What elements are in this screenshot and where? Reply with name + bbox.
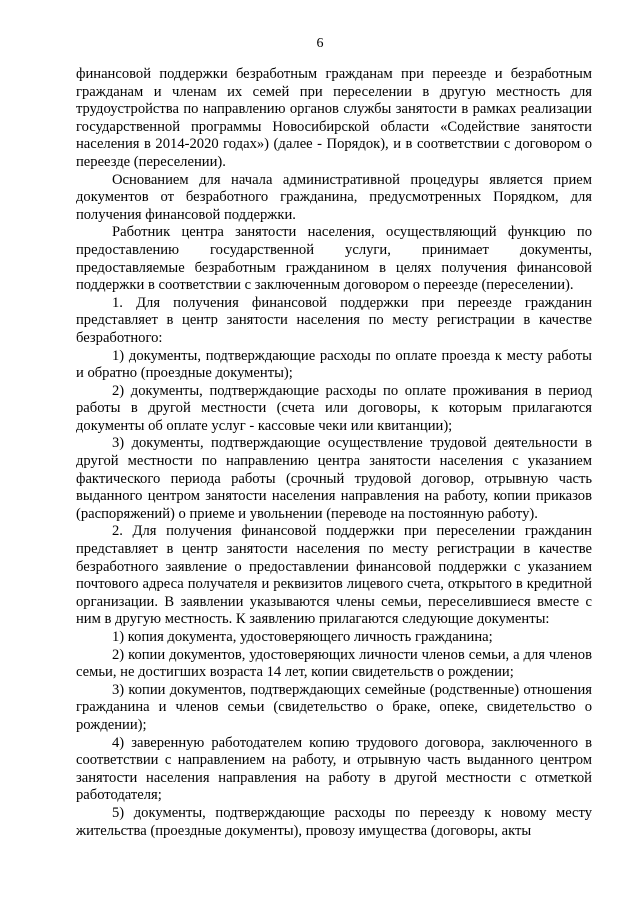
paragraph-relocation-1: 1. Для получения финансовой поддержки при переезде гражданин представляет в центр занятости населения по месту регистрации в качестве безработного:	[76, 294, 592, 346]
list-item: 5) документы, подтверждающие расходы по переезду к новому месту жительства (проездные документы), провозу имущества (договоры, акты	[76, 804, 592, 839]
list-item: 1) документы, подтверждающие расходы по оплате проезда к месту работы и обратно (проездные документы);	[76, 347, 592, 382]
paragraph-resettlement-2: 2. Для получения финансовой поддержки при переселении гражданин представляет в центр занятости населения по месту регистрации в качестве безработного заявление о предоставлении финансовой поддержки с указанием почтового адреса получателя и реквизитов лицевого счета, открытого в кредитной организации. В заявлении указываются члены семьи, переселившиеся вместе с ним в другую местность. К заявлению прилагаются следующие документы:	[76, 523, 592, 628]
list-item: 2) документы, подтверждающие расходы по оплате проживания в период работы в другой местности (счета или договоры, к которым прилагаются документы об оплате услуг - кассовые чеки или квитанции);	[76, 382, 592, 434]
list-item: 4) заверенную работодателем копию трудового договора, заключенного в соответствии с направлением на работу, и отрывную часть выданного центром занятости населения направления на работу в другой местности с отметкой работодателя;	[76, 734, 592, 804]
list-item: 3) документы, подтверждающие осуществление трудовой деятельности в другой местности по направлению центра занятости населения с указанием фактического периода работы (срочный трудовой договор, отрывную часть выданного центром занятости населения направления на работу, копии приказов (распоряжений) о приеме и увольнении (переводе на постоянную работу).	[76, 435, 592, 522]
paragraph-worker: Работник центра занятости населения, осуществляющий функцию по предоставлению государственной услуги, принимает документы, предоставляемые безработным гражданином в целях получения финансовой поддержки в соответствии с заключенным договором о переезде (переселении).	[76, 224, 592, 294]
paragraph-continuation: финансовой поддержки безработным гражданам при переезде и безработным гражданам и членам их семей при переселении в другую местность для трудоустройства по направлению органов службы занятости в рамках реализации государственной программы Новосибирской области «Содействие занятости населения в 2014-2020 годах») (далее - Порядок), и в соответствии с договором о переезде (переселении).	[76, 66, 592, 170]
page-number: 6	[316, 36, 324, 51]
document-body	[76, 66, 592, 840]
paragraph-basis: Основанием для начала административной процедуры является прием документов от безработного гражданина, предусмотренных Порядком, для получения финансовой поддержки.	[76, 171, 592, 223]
list-item: 2) копии документов, удостоверяющих личности членов семьи, а для членов семьи, не достигших возраста 14 лет, копии свидетельств о рождении;	[76, 646, 592, 681]
list-item: 1) копия документа, удостоверяющего личность гражданина;	[112, 629, 493, 645]
list-item: 3) копии документов, подтверждающих семейные (родственные) отношения гражданина и членов семьи (свидетельство о браке, опеке, свидетельство о рождении);	[76, 681, 592, 733]
